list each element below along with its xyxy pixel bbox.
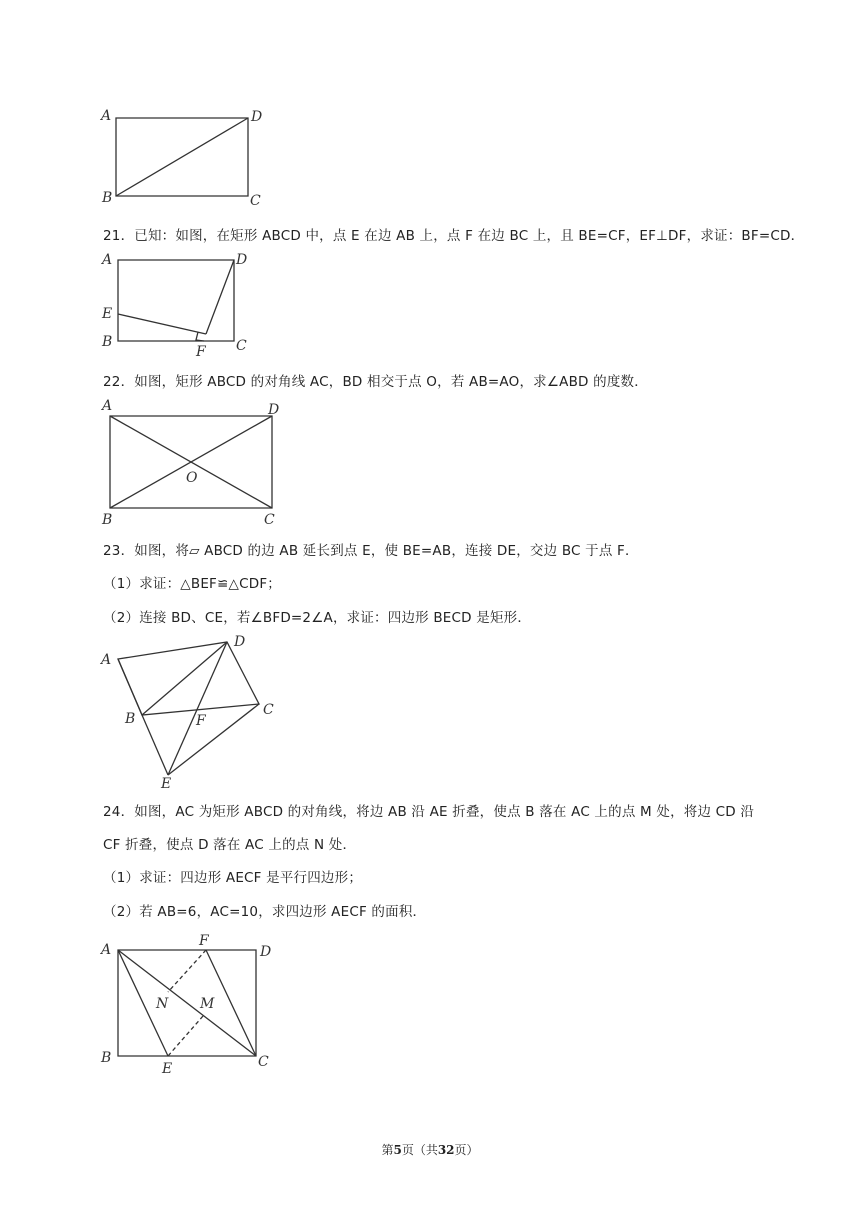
figure-24: [96, 928, 286, 1078]
problem-24-text-2: CF 折叠，使点 D 落在 AC 上的点 N 处．: [103, 837, 357, 853]
label-c: C: [264, 512, 275, 528]
footer-page-number: 5: [393, 1143, 402, 1157]
label-b: B: [102, 334, 113, 350]
fold-line-me: [168, 1016, 203, 1056]
parallelogram-abcd: [118, 642, 259, 715]
label-c: C: [263, 702, 274, 718]
label-d: D: [234, 634, 246, 650]
segment-de: [168, 642, 227, 775]
rectangle-abcd: [118, 260, 234, 341]
segment-ce: [168, 704, 259, 775]
segment-ae: [118, 659, 142, 715]
label-d: D: [251, 109, 263, 125]
label-b: B: [101, 1050, 112, 1066]
label-e: E: [162, 1061, 173, 1077]
segment-ef: [118, 314, 206, 334]
fold-line-fn: [168, 950, 206, 992]
figure-rectangle-diagonal: [96, 104, 276, 208]
footer-total-pages: 32: [437, 1143, 455, 1157]
label-m: M: [200, 996, 215, 1012]
label-e: E: [161, 776, 172, 792]
label-e: E: [102, 306, 113, 322]
label-c: C: [236, 338, 247, 354]
label-a: A: [101, 652, 112, 668]
label-d: D: [268, 402, 280, 418]
problem-23-text: 23．如图，将▱ ABCD 的边 AB 延长到点 E，使 BE=AB，连接 DE，交边 BC 于点 F．: [103, 543, 639, 559]
problem-24-text-1: 24．如图，AC 为矩形 ABCD 的对角线，将边 AB 沿 AE 折叠，使点 B 落在 AC 上的点 M 处，将边 CD 沿: [103, 804, 755, 820]
label-f: F: [196, 344, 206, 360]
figure-21: [96, 248, 266, 360]
label-a: A: [102, 398, 113, 414]
label-f: F: [196, 713, 206, 729]
figure-22: [96, 394, 292, 532]
label-a: A: [101, 108, 112, 124]
label-c: C: [250, 193, 261, 209]
diagonal-ac: [118, 950, 256, 1056]
label-d: D: [236, 252, 248, 268]
segment-fd: [206, 260, 234, 334]
problem-21-text: 21．已知：如图，在矩形 ABCD 中，点 E 在边 AB 上，点 F 在边 BC 上，且 BE=CF，EF⊥DF，求证：BF=CD．: [103, 228, 805, 244]
figure-23: [96, 632, 286, 794]
problem-23-part-1: （1）求证：△BEF≌△CDF；: [103, 576, 282, 592]
diagonal-bd: [116, 118, 248, 196]
footer-suffix: 页）: [454, 1143, 479, 1157]
label-d: D: [260, 944, 272, 960]
footer-middle: 页（共: [401, 1143, 438, 1157]
footer-prefix: 第: [381, 1143, 394, 1157]
label-o: O: [186, 470, 198, 486]
label-b: B: [102, 190, 113, 206]
page-footer: [0, 1141, 860, 1158]
problem-23-part-2: （2）连接 BD、CE，若∠BFD=2∠A，求证：四边形 BECD 是矩形．: [103, 610, 532, 626]
label-b: B: [125, 711, 136, 727]
problem-22-text: 22．如图，矩形 ABCD 的对角线 AC，BD 相交于点 O，若 AB=AO，求∠ABD 的度数．: [103, 374, 648, 390]
segment-be: [142, 715, 168, 775]
label-a: A: [101, 942, 112, 958]
label-f: F: [199, 933, 209, 949]
problem-24-part-2: （2）若 AB=6，AC=10，求四边形 AECF 的面积．: [103, 904, 427, 920]
label-c: C: [258, 1054, 269, 1070]
label-n: N: [156, 996, 169, 1012]
label-a: A: [102, 252, 113, 268]
problem-24-part-1: （1）求证：四边形 AECF 是平行四边形；: [103, 870, 363, 886]
label-b: B: [102, 512, 113, 528]
